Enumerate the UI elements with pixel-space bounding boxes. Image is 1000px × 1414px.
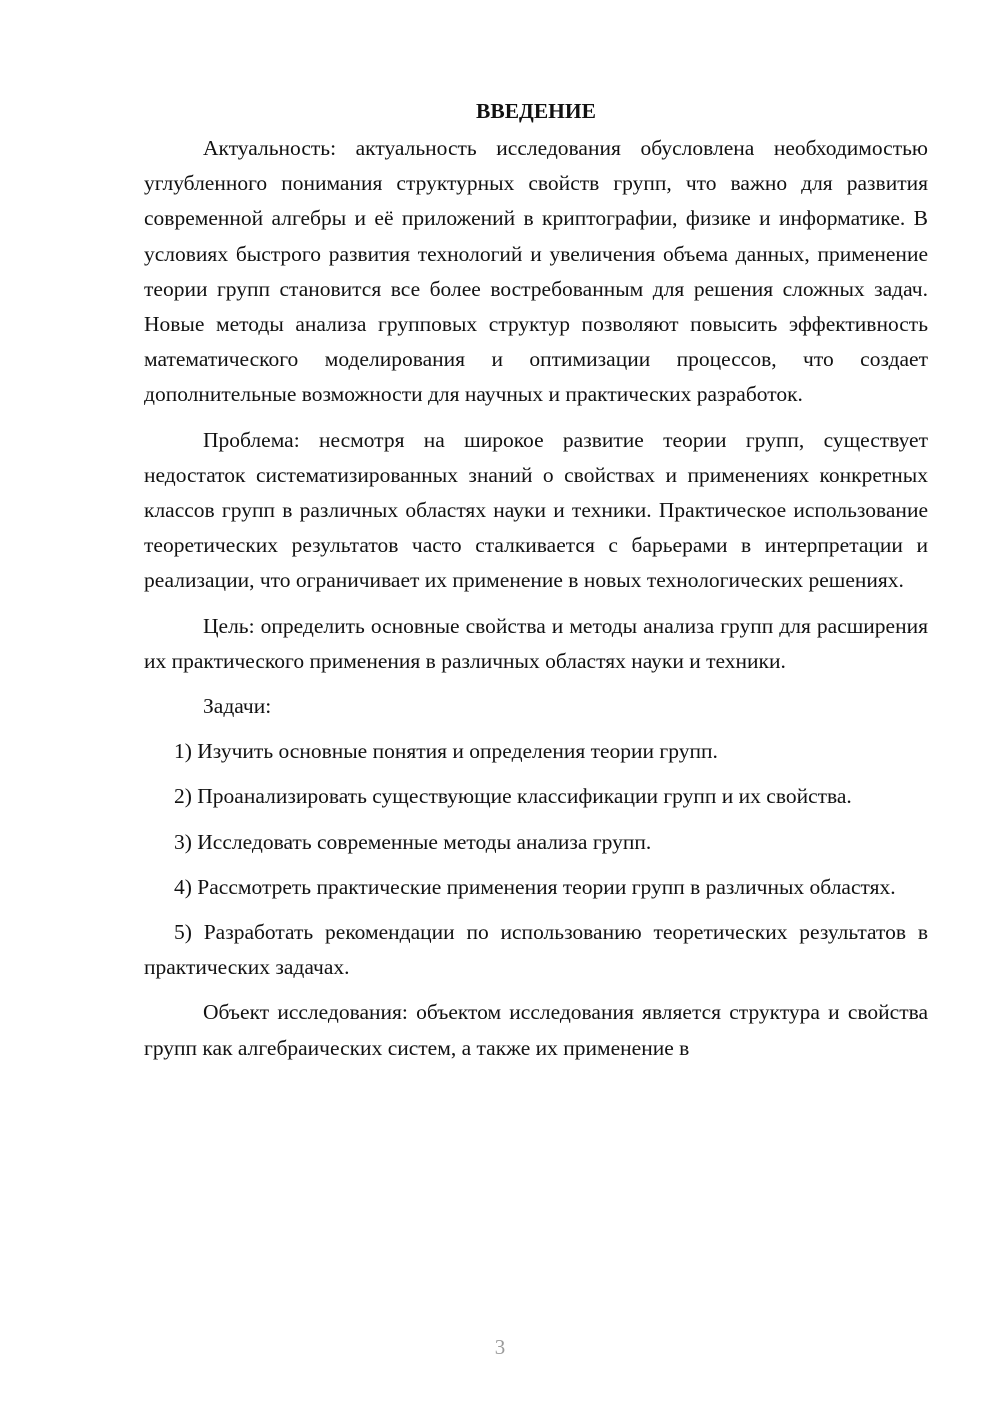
task-item-4: 4) Рассмотреть практические применения теории групп в различных областях. [174, 874, 896, 899]
task-item-1: 1) Изучить основные понятия и определения теории групп. [174, 739, 718, 764]
page-number: 3 [494, 1335, 506, 1359]
task-item-2: 2) Проанализировать существующие классификации групп и их свойства. [174, 784, 852, 809]
tasks-heading: Задачи: [203, 694, 272, 719]
relevance-paragraph: Актуальность: актуальность исследования обусловлена необходимостью углубленного понимания структурных свойств групп, что важно для развития современной алгебры и её приложений в криптографии, физике и информатике. В условиях быстрого развития технологий и увеличения объема данных, применение теории групп становится все более востребованным для решения сложных задач. Новые методы анализа групповых структур позволяют повысить эффективность математического моделирования и оптимизации процессов, что создает дополнительные возможности для научных и практических разработок. [144, 136, 928, 407]
section-heading: ВВЕДЕНИЕ [476, 99, 596, 123]
problem-paragraph: Проблема: несмотря на широкое развитие теории групп, существует недостаток систематизированных знаний о свойствах и применениях конкретных классов групп в различных областях науки и техники. Практическое использование теоретических результатов часто сталкивается с барьерами в интерпретации и реализации, что ограничивает их применение в новых технологических решениях. [144, 427, 928, 593]
task-item-5: 5) Разработать рекомендации по использованию теоретических результатов в практических задачах. [144, 920, 928, 980]
goal-paragraph: Цель: определить основные свойства и методы анализа групп для расширения их практического применения в различных областях науки и техники. [144, 613, 928, 673]
object-paragraph: Объект исследования: объектом исследования является структура и свойства групп как алгебраических систем, а также их применение в [144, 1000, 928, 1060]
page-content [144, 94, 928, 1066]
task-item-3: 3) Исследовать современные методы анализа групп. [174, 829, 652, 854]
